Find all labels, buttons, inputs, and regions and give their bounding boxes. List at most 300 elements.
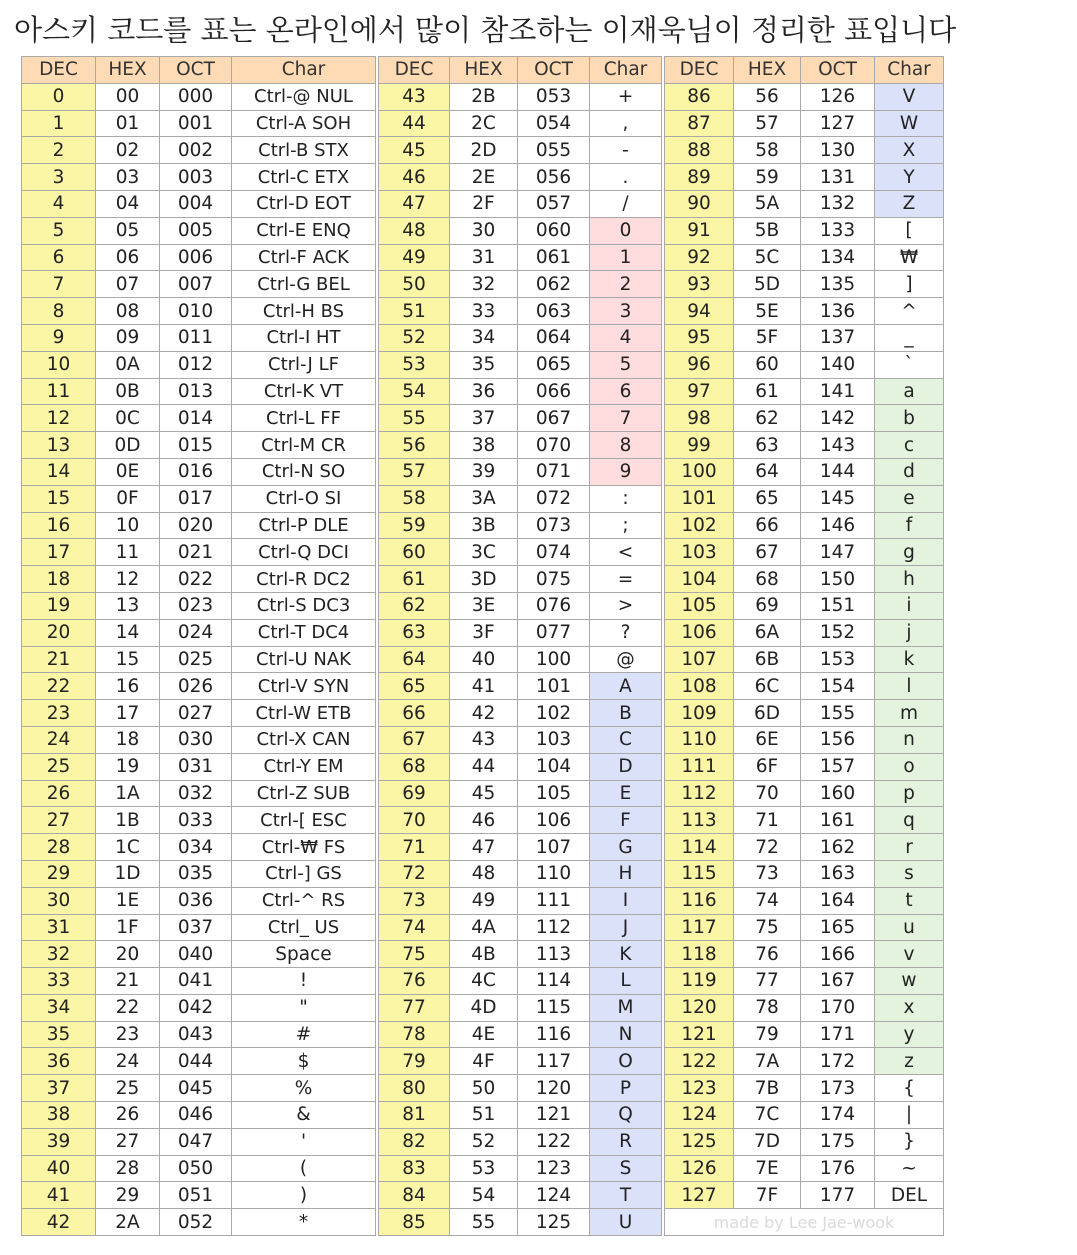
cell-dec: 43 bbox=[379, 83, 450, 110]
table-row bbox=[22, 726, 944, 753]
cell-dec: 72 bbox=[379, 860, 450, 887]
cell-char: A bbox=[590, 673, 662, 700]
cell-hex: 32 bbox=[450, 271, 518, 298]
cell-oct: 072 bbox=[518, 485, 590, 512]
cell-oct: 106 bbox=[518, 807, 590, 834]
cell-dec: 78 bbox=[379, 1021, 450, 1048]
cell-char: c bbox=[875, 432, 944, 459]
table-row bbox=[22, 619, 944, 646]
cell-char: Ctrl-U NAK bbox=[232, 646, 376, 673]
cell-oct: 041 bbox=[160, 968, 232, 995]
table-row bbox=[22, 83, 944, 110]
cell-char: 5 bbox=[590, 351, 662, 378]
cell-oct: 054 bbox=[518, 110, 590, 137]
cell-char: h bbox=[875, 566, 944, 593]
cell-hex: 7E bbox=[734, 1155, 801, 1182]
cell-dec: 106 bbox=[665, 619, 734, 646]
cell-char: Ctrl-L FF bbox=[232, 405, 376, 432]
cell-dec: 90 bbox=[665, 190, 734, 217]
cell-hex: 67 bbox=[734, 539, 801, 566]
cell-dec: 3 bbox=[22, 164, 96, 191]
header-dec: DEC bbox=[22, 57, 96, 84]
cell-hex: 22 bbox=[96, 994, 160, 1021]
cell-oct: 030 bbox=[160, 726, 232, 753]
cell-hex: 5E bbox=[734, 298, 801, 325]
cell-oct: 134 bbox=[801, 244, 875, 271]
cell-dec: 100 bbox=[665, 458, 734, 485]
cell-hex: 17 bbox=[96, 700, 160, 727]
cell-hex: 4D bbox=[450, 994, 518, 1021]
cell-char: > bbox=[590, 592, 662, 619]
cell-hex: 3F bbox=[450, 619, 518, 646]
cell-char: Ctrl-A SOH bbox=[232, 110, 376, 137]
cell-oct: 141 bbox=[801, 378, 875, 405]
cell-char: . bbox=[590, 164, 662, 191]
cell-char: G bbox=[590, 834, 662, 861]
cell-hex: 15 bbox=[96, 646, 160, 673]
cell-oct: 177 bbox=[801, 1182, 875, 1209]
table-row bbox=[22, 646, 944, 673]
cell-char: 0 bbox=[590, 217, 662, 244]
cell-char: | bbox=[875, 1102, 944, 1129]
cell-oct: 076 bbox=[518, 592, 590, 619]
cell-dec: 117 bbox=[665, 914, 734, 941]
cell-oct: 040 bbox=[160, 941, 232, 968]
cell-dec: 69 bbox=[379, 780, 450, 807]
cell-char: b bbox=[875, 405, 944, 432]
cell-char: Ctrl-I HT bbox=[232, 324, 376, 351]
cell-dec: 7 bbox=[22, 271, 96, 298]
table-row bbox=[22, 271, 944, 298]
cell-dec: 126 bbox=[665, 1155, 734, 1182]
cell-oct: 112 bbox=[518, 914, 590, 941]
cell-dec: 51 bbox=[379, 298, 450, 325]
cell-hex: 75 bbox=[734, 914, 801, 941]
cell-hex: 6D bbox=[734, 700, 801, 727]
cell-dec: 118 bbox=[665, 941, 734, 968]
cell-dec: 93 bbox=[665, 271, 734, 298]
cell-dec: 24 bbox=[22, 726, 96, 753]
cell-oct: 132 bbox=[801, 190, 875, 217]
cell-hex: 0C bbox=[96, 405, 160, 432]
cell-char: t bbox=[875, 887, 944, 914]
cell-oct: 146 bbox=[801, 512, 875, 539]
cell-char: Ctrl-Q DCI bbox=[232, 539, 376, 566]
header-char: Char bbox=[875, 57, 944, 84]
cell-oct: 114 bbox=[518, 968, 590, 995]
cell-hex: 46 bbox=[450, 807, 518, 834]
cell-char: Z bbox=[875, 190, 944, 217]
cell-dec: 28 bbox=[22, 834, 96, 861]
cell-dec: 55 bbox=[379, 405, 450, 432]
cell-oct: 035 bbox=[160, 860, 232, 887]
cell-dec: 1 bbox=[22, 110, 96, 137]
cell-hex: 0A bbox=[96, 351, 160, 378]
cell-oct: 044 bbox=[160, 1048, 232, 1075]
cell-hex: 26 bbox=[96, 1102, 160, 1129]
cell-hex: 40 bbox=[450, 646, 518, 673]
cell-hex: 06 bbox=[96, 244, 160, 271]
table-row bbox=[22, 217, 944, 244]
cell-oct: 032 bbox=[160, 780, 232, 807]
cell-char: 8 bbox=[590, 432, 662, 459]
cell-dec: 8 bbox=[22, 298, 96, 325]
cell-char: W bbox=[875, 110, 944, 137]
cell-dec: 10 bbox=[22, 351, 96, 378]
cell-char: ( bbox=[232, 1155, 376, 1182]
cell-oct: 015 bbox=[160, 432, 232, 459]
cell-dec: 21 bbox=[22, 646, 96, 673]
cell-char: Ctrl-J LF bbox=[232, 351, 376, 378]
cell-hex: 03 bbox=[96, 164, 160, 191]
cell-dec: 36 bbox=[22, 1048, 96, 1075]
header-row bbox=[22, 57, 944, 84]
cell-hex: 12 bbox=[96, 566, 160, 593]
cell-dec: 25 bbox=[22, 753, 96, 780]
cell-char: - bbox=[590, 137, 662, 164]
cell-hex: 65 bbox=[734, 485, 801, 512]
cell-dec: 121 bbox=[665, 1021, 734, 1048]
cell-hex: 01 bbox=[96, 110, 160, 137]
cell-char: O bbox=[590, 1048, 662, 1075]
cell-dec: 68 bbox=[379, 753, 450, 780]
cell-hex: 6C bbox=[734, 673, 801, 700]
cell-char: 7 bbox=[590, 405, 662, 432]
cell-hex: 14 bbox=[96, 619, 160, 646]
cell-char: * bbox=[232, 1209, 376, 1236]
cell-hex: 3D bbox=[450, 566, 518, 593]
cell-dec: 0 bbox=[22, 83, 96, 110]
cell-oct: 154 bbox=[801, 673, 875, 700]
cell-dec: 63 bbox=[379, 619, 450, 646]
cell-oct: 045 bbox=[160, 1075, 232, 1102]
cell-char: I bbox=[590, 887, 662, 914]
table-row bbox=[22, 834, 944, 861]
cell-char: 9 bbox=[590, 458, 662, 485]
cell-oct: 012 bbox=[160, 351, 232, 378]
cell-dec: 15 bbox=[22, 485, 96, 512]
cell-oct: 155 bbox=[801, 700, 875, 727]
table-row bbox=[22, 1048, 944, 1075]
header-hex: HEX bbox=[734, 57, 801, 84]
cell-char: = bbox=[590, 566, 662, 593]
table-row bbox=[22, 592, 944, 619]
cell-oct: 160 bbox=[801, 780, 875, 807]
cell-oct: 065 bbox=[518, 351, 590, 378]
cell-char: S bbox=[590, 1155, 662, 1182]
cell-hex: 2B bbox=[450, 83, 518, 110]
cell-char: } bbox=[875, 1128, 944, 1155]
cell-dec: 122 bbox=[665, 1048, 734, 1075]
cell-char: Ctrl-P DLE bbox=[232, 512, 376, 539]
cell-oct: 101 bbox=[518, 673, 590, 700]
cell-char: s bbox=[875, 860, 944, 887]
cell-dec: 103 bbox=[665, 539, 734, 566]
cell-oct: 121 bbox=[518, 1102, 590, 1129]
cell-hex: 5D bbox=[734, 271, 801, 298]
cell-oct: 037 bbox=[160, 914, 232, 941]
table-row bbox=[22, 164, 944, 191]
cell-char: M bbox=[590, 994, 662, 1021]
table-row bbox=[22, 458, 944, 485]
cell-oct: 031 bbox=[160, 753, 232, 780]
cell-char: n bbox=[875, 726, 944, 753]
cell-char: & bbox=[232, 1102, 376, 1129]
cell-char: Ctrl_ US bbox=[232, 914, 376, 941]
cell-hex: 69 bbox=[734, 592, 801, 619]
cell-hex: 4F bbox=[450, 1048, 518, 1075]
cell-hex: 1E bbox=[96, 887, 160, 914]
cell-char: Ctrl-] GS bbox=[232, 860, 376, 887]
table-row bbox=[22, 324, 944, 351]
cell-dec: 4 bbox=[22, 190, 96, 217]
cell-dec: 64 bbox=[379, 646, 450, 673]
cell-hex: 28 bbox=[96, 1155, 160, 1182]
cell-hex: 2C bbox=[450, 110, 518, 137]
cell-oct: 126 bbox=[801, 83, 875, 110]
header-char: Char bbox=[232, 57, 376, 84]
cell-dec: 116 bbox=[665, 887, 734, 914]
table-row bbox=[22, 351, 944, 378]
cell-hex: 2F bbox=[450, 190, 518, 217]
table-row bbox=[22, 1128, 944, 1155]
cell-oct: 176 bbox=[801, 1155, 875, 1182]
cell-char: Ctrl-C ETX bbox=[232, 164, 376, 191]
cell-dec: 13 bbox=[22, 432, 96, 459]
cell-hex: 10 bbox=[96, 512, 160, 539]
cell-oct: 147 bbox=[801, 539, 875, 566]
cell-dec: 76 bbox=[379, 968, 450, 995]
cell-dec: 17 bbox=[22, 539, 96, 566]
cell-oct: 122 bbox=[518, 1128, 590, 1155]
cell-hex: 52 bbox=[450, 1128, 518, 1155]
table-row bbox=[22, 673, 944, 700]
cell-char: K bbox=[590, 941, 662, 968]
cell-hex: 13 bbox=[96, 592, 160, 619]
cell-char: P bbox=[590, 1075, 662, 1102]
cell-char: Ctrl-₩ FS bbox=[232, 834, 376, 861]
cell-hex: 6F bbox=[734, 753, 801, 780]
cell-oct: 024 bbox=[160, 619, 232, 646]
cell-dec: 56 bbox=[379, 432, 450, 459]
cell-char: [ bbox=[875, 217, 944, 244]
cell-oct: 100 bbox=[518, 646, 590, 673]
cell-oct: 055 bbox=[518, 137, 590, 164]
cell-oct: 036 bbox=[160, 887, 232, 914]
cell-hex: 3A bbox=[450, 485, 518, 512]
cell-hex: 16 bbox=[96, 673, 160, 700]
table-row bbox=[22, 539, 944, 566]
cell-hex: 60 bbox=[734, 351, 801, 378]
cell-hex: 24 bbox=[96, 1048, 160, 1075]
cell-dec: 48 bbox=[379, 217, 450, 244]
cell-oct: 165 bbox=[801, 914, 875, 941]
table-row bbox=[22, 137, 944, 164]
cell-char: Ctrl-M CR bbox=[232, 432, 376, 459]
cell-dec: 89 bbox=[665, 164, 734, 191]
cell-dec: 40 bbox=[22, 1155, 96, 1182]
cell-oct: 020 bbox=[160, 512, 232, 539]
cell-char: Ctrl-B STX bbox=[232, 137, 376, 164]
cell-dec: 6 bbox=[22, 244, 96, 271]
cell-char: " bbox=[232, 994, 376, 1021]
cell-dec: 67 bbox=[379, 726, 450, 753]
cell-hex: 57 bbox=[734, 110, 801, 137]
cell-dec: 37 bbox=[22, 1075, 96, 1102]
cell-dec: 83 bbox=[379, 1155, 450, 1182]
cell-dec: 81 bbox=[379, 1102, 450, 1129]
cell-dec: 49 bbox=[379, 244, 450, 271]
cell-oct: 133 bbox=[801, 217, 875, 244]
cell-char: @ bbox=[590, 646, 662, 673]
cell-char: ! bbox=[232, 968, 376, 995]
cell-dec: 87 bbox=[665, 110, 734, 137]
cell-char: q bbox=[875, 807, 944, 834]
cell-oct: 070 bbox=[518, 432, 590, 459]
cell-oct: 104 bbox=[518, 753, 590, 780]
cell-char: a bbox=[875, 378, 944, 405]
cell-oct: 057 bbox=[518, 190, 590, 217]
cell-oct: 125 bbox=[518, 1209, 590, 1236]
cell-char: g bbox=[875, 539, 944, 566]
table-row bbox=[22, 1209, 944, 1236]
cell-char: Ctrl-H BS bbox=[232, 298, 376, 325]
cell-hex: 6A bbox=[734, 619, 801, 646]
cell-char: f bbox=[875, 512, 944, 539]
cell-dec: 44 bbox=[379, 110, 450, 137]
cell-dec: 47 bbox=[379, 190, 450, 217]
cell-char: e bbox=[875, 485, 944, 512]
cell-hex: 64 bbox=[734, 458, 801, 485]
cell-oct: 027 bbox=[160, 700, 232, 727]
cell-dec: 107 bbox=[665, 646, 734, 673]
cell-dec: 97 bbox=[665, 378, 734, 405]
ascii-table-container bbox=[21, 56, 945, 1239]
header-dec: DEC bbox=[665, 57, 734, 84]
cell-dec: 85 bbox=[379, 1209, 450, 1236]
cell-char: < bbox=[590, 539, 662, 566]
cell-hex: 05 bbox=[96, 217, 160, 244]
cell-char: Ctrl-R DC2 bbox=[232, 566, 376, 593]
cell-char: + bbox=[590, 83, 662, 110]
cell-oct: 047 bbox=[160, 1128, 232, 1155]
ascii-table bbox=[21, 56, 944, 1236]
cell-hex: 1D bbox=[96, 860, 160, 887]
header-oct: OCT bbox=[160, 57, 232, 84]
cell-dec: 50 bbox=[379, 271, 450, 298]
cell-hex: 7D bbox=[734, 1128, 801, 1155]
cell-char: u bbox=[875, 914, 944, 941]
cell-char: ) bbox=[232, 1182, 376, 1209]
cell-hex: 29 bbox=[96, 1182, 160, 1209]
cell-oct: 167 bbox=[801, 968, 875, 995]
cell-char: Ctrl-@ NUL bbox=[232, 83, 376, 110]
cell-hex: 78 bbox=[734, 994, 801, 1021]
cell-char: # bbox=[232, 1021, 376, 1048]
cell-oct: 117 bbox=[518, 1048, 590, 1075]
cell-hex: 5A bbox=[734, 190, 801, 217]
table-row bbox=[22, 244, 944, 271]
table-row bbox=[22, 1021, 944, 1048]
cell-dec: 2 bbox=[22, 137, 96, 164]
cell-hex: 7A bbox=[734, 1048, 801, 1075]
cell-hex: 68 bbox=[734, 566, 801, 593]
cell-oct: 071 bbox=[518, 458, 590, 485]
cell-oct: 135 bbox=[801, 271, 875, 298]
cell-char: p bbox=[875, 780, 944, 807]
cell-oct: 145 bbox=[801, 485, 875, 512]
cell-hex: 19 bbox=[96, 753, 160, 780]
cell-char: E bbox=[590, 780, 662, 807]
cell-dec: 110 bbox=[665, 726, 734, 753]
cell-oct: 056 bbox=[518, 164, 590, 191]
cell-dec: 86 bbox=[665, 83, 734, 110]
cell-oct: 005 bbox=[160, 217, 232, 244]
cell-dec: 71 bbox=[379, 834, 450, 861]
cell-hex: 7C bbox=[734, 1102, 801, 1129]
cell-dec: 73 bbox=[379, 887, 450, 914]
cell-char: r bbox=[875, 834, 944, 861]
cell-dec: 125 bbox=[665, 1128, 734, 1155]
cell-oct: 105 bbox=[518, 780, 590, 807]
cell-char: Q bbox=[590, 1102, 662, 1129]
cell-dec: 101 bbox=[665, 485, 734, 512]
cell-dec: 61 bbox=[379, 566, 450, 593]
cell-oct: 046 bbox=[160, 1102, 232, 1129]
table-row bbox=[22, 860, 944, 887]
cell-oct: 123 bbox=[518, 1155, 590, 1182]
table-row bbox=[22, 968, 944, 995]
cell-char: d bbox=[875, 458, 944, 485]
cell-oct: 110 bbox=[518, 860, 590, 887]
cell-char: _ bbox=[875, 324, 944, 351]
table-row bbox=[22, 807, 944, 834]
cell-char: ~ bbox=[875, 1155, 944, 1182]
cell-char: Ctrl-Y EM bbox=[232, 753, 376, 780]
table-body bbox=[22, 83, 944, 1235]
cell-oct: 163 bbox=[801, 860, 875, 887]
cell-oct: 171 bbox=[801, 1021, 875, 1048]
cell-char: J bbox=[590, 914, 662, 941]
cell-hex: 61 bbox=[734, 378, 801, 405]
cell-oct: 130 bbox=[801, 137, 875, 164]
cell-hex: 55 bbox=[450, 1209, 518, 1236]
cell-oct: 170 bbox=[801, 994, 875, 1021]
cell-dec: 23 bbox=[22, 700, 96, 727]
cell-char: Ctrl-W ETB bbox=[232, 700, 376, 727]
cell-hex: 08 bbox=[96, 298, 160, 325]
cell-oct: 006 bbox=[160, 244, 232, 271]
cell-oct: 124 bbox=[518, 1182, 590, 1209]
cell-hex: 0F bbox=[96, 485, 160, 512]
cell-dec: 66 bbox=[379, 700, 450, 727]
cell-hex: 09 bbox=[96, 324, 160, 351]
cell-dec: 65 bbox=[379, 673, 450, 700]
cell-hex: 5C bbox=[734, 244, 801, 271]
cell-oct: 034 bbox=[160, 834, 232, 861]
cell-hex: 4E bbox=[450, 1021, 518, 1048]
cell-dec: 60 bbox=[379, 539, 450, 566]
cell-oct: 013 bbox=[160, 378, 232, 405]
table-row bbox=[22, 887, 944, 914]
cell-char: Ctrl-Z SUB bbox=[232, 780, 376, 807]
cell-oct: 107 bbox=[518, 834, 590, 861]
cell-dec: 98 bbox=[665, 405, 734, 432]
cell-oct: 050 bbox=[160, 1155, 232, 1182]
cell-dec: 84 bbox=[379, 1182, 450, 1209]
cell-oct: 023 bbox=[160, 592, 232, 619]
cell-hex: 3C bbox=[450, 539, 518, 566]
